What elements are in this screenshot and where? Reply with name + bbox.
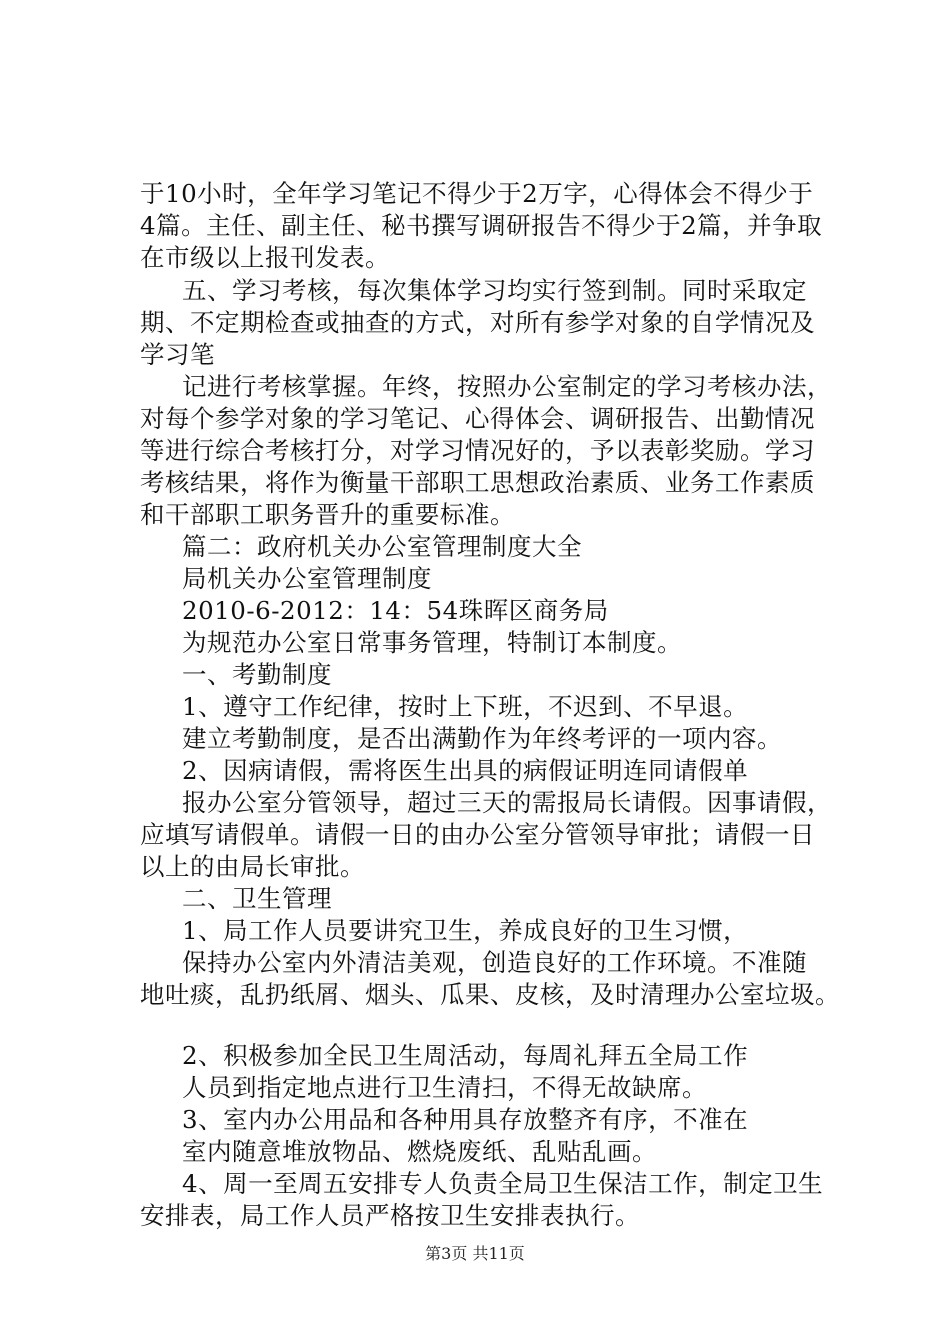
text-line: 对每个参学对象的学习笔记、心得体会、调研报告、出勤情况 <box>140 404 815 433</box>
text-line: 室内随意堆放物品、燃烧废纸、乱贴乱画。 <box>182 1137 657 1166</box>
text-line: 以上的由局长审批。 <box>140 852 365 881</box>
text-line: 应填写请假单。请假一日的由办公室分管领导审批；请假一日 <box>140 820 815 849</box>
text-line: 保持办公室内外清洁美观，创造良好的工作环境。不准随 <box>182 948 807 977</box>
text-line: 期、不定期检查或抽查的方式，对所有参学对象的自学情况及 <box>140 308 815 337</box>
text-line: 2、因病请假，需将医生出具的病假证明连同请假单 <box>182 756 749 785</box>
text-line: 在市级以上报刊发表。 <box>140 243 390 272</box>
text-line: 记进行考核掌握。年终，按照办公室制定的学习考核办法， <box>182 372 832 401</box>
document-title: 局机关办公室管理制度 <box>182 564 432 593</box>
text-line: 五、学习考核，每次集体学习均实行签到制。同时采取定 <box>182 276 807 305</box>
text-line: 4、周一至周五安排专人负责全局卫生保洁工作，制定卫生 <box>182 1169 824 1198</box>
text-line: 2、积极参加全民卫生周活动，每周礼拜五全局工作 <box>182 1041 749 1070</box>
text-line: 和干部职工职务晋升的重要标准。 <box>140 500 515 529</box>
date-source-line: 2010-6-2012：14：54珠晖区商务局 <box>182 596 609 625</box>
text-line: 1、遵守工作纪律，按时上下班，不迟到、不早退。 <box>182 692 749 721</box>
text-line: 于10小时，全年学习笔记不得少于2万字，心得体会不得少于 <box>140 179 814 208</box>
text-line: 1、局工作人员要讲究卫生，养成良好的卫生习惯， <box>182 916 749 945</box>
text-line: 报办公室分管领导，超过三天的需报局长请假。因事请假， <box>182 788 832 817</box>
text-line: 等进行综合考核打分，对学习情况好的，予以表彰奖励。学习 <box>140 436 815 465</box>
section-heading: 二、卫生管理 <box>182 884 332 913</box>
text-line: 人员到指定地点进行卫生清扫，不得无故缺席。 <box>182 1073 707 1102</box>
text-line: 安排表，局工作人员严格按卫生安排表执行。 <box>140 1201 640 1230</box>
text-line: 地吐痰，乱扔纸屑、烟头、瓜果、皮核，及时清理办公室垃圾。 <box>140 980 840 1009</box>
section-heading: 一、考勤制度 <box>182 660 332 689</box>
text-line: 学习笔 <box>140 340 215 369</box>
text-line: 4篇。主任、副主任、秘书撰写调研报告不得少于2篇，并争取 <box>140 211 823 240</box>
text-line: 3、室内办公用品和各种用具存放整齐有序，不准在 <box>182 1105 749 1134</box>
page-number-footer: 第3页 共11页 <box>425 1244 525 1263</box>
text-line: 考核结果，将作为衡量干部职工思想政治素质、业务工作素质 <box>140 468 815 497</box>
text-line: 建立考勤制度，是否出满勤作为年终考评的一项内容。 <box>182 724 782 753</box>
section-heading: 篇二：政府机关办公室管理制度大全 <box>182 532 582 561</box>
text-line: 为规范办公室日常事务管理，特制订本制度。 <box>182 628 682 657</box>
